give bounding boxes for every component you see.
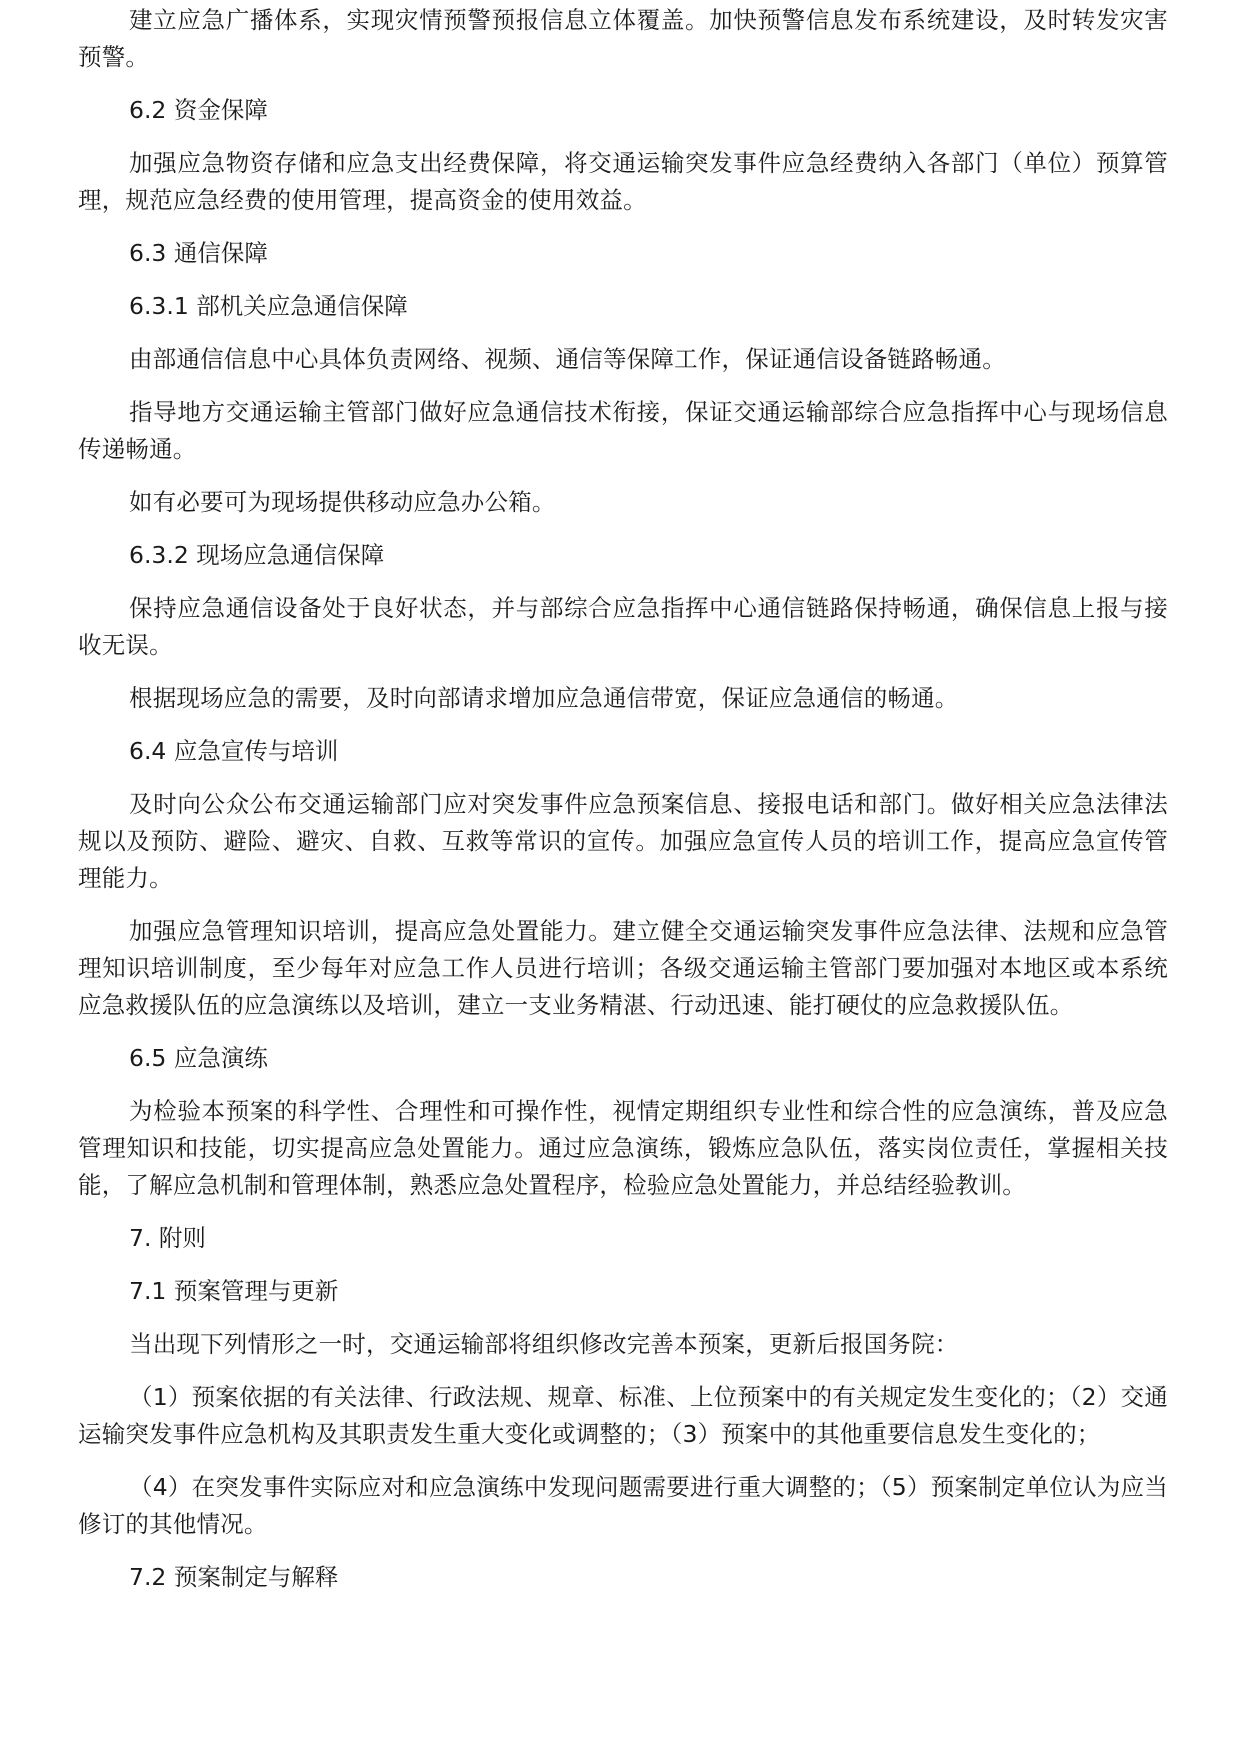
paragraph-funding: 加强应急物资存储和应急支出经费保障，将交通运输突发事件应急经费纳入各部门（单位）预算管理，规范应急经费的使用管理，提高资金的使用效益。 [78,149,1168,214]
heading-7: 7. 附则 [129,1224,206,1252]
heading-7-2: 7.2 预案制定与解释 [129,1563,339,1591]
heading-7-1: 7.1 预案管理与更新 [129,1277,339,1305]
paragraph-revision-intro: 当出现下列情形之一时，交通运输部将组织修改完善本预案，更新后报国务院： [129,1330,959,1358]
heading-6-5: 6.5 应急演练 [129,1044,268,1072]
paragraph-emergency-broadcast: 建立应急广播体系，实现灾情预警预报信息立体覆盖。加快预警信息发布系统建设，及时转发灾害预警。 [78,6,1168,71]
paragraph-mobile-office: 如有必要可为现场提供移动应急办公箱。 [129,488,556,516]
paragraph-network-support: 由部通信信息中心具体负责网络、视频、通信等保障工作，保证通信设备链路畅通。 [129,345,1006,373]
paragraph-revision-cases-1-3: （1）预案依据的有关法律、行政法规、规章、标准、上位预案中的有关规定发生变化的；（2）交通运输突发事件应急机构及其职责发生重大变化或调整的；（3）预案中的其他重要信息发生变化的； [78,1383,1168,1448]
paragraph-device-status: 保持应急通信设备处于良好状态，并与部综合应急指挥中心通信链路保持畅通，确保信息上报与接收无误。 [78,594,1168,659]
heading-6-2: 6.2 资金保障 [129,96,268,124]
paragraph-drills: 为检验本预案的科学性、合理性和可操作性，视情定期组织专业性和综合性的应急演练，普及应急管理知识和技能，切实提高应急处置能力。通过应急演练，锻炼应急队伍，落实岗位责任，掌握相关技能，了解应急机制和管理体制，熟悉应急处置程序，检验应急处置能力，并总结经验教训。 [78,1097,1168,1199]
heading-6-4: 6.4 应急宣传与培训 [129,737,339,765]
paragraph-training: 加强应急管理知识培训，提高应急处置能力。建立健全交通运输突发事件应急法律、法规和应急管理知识培训制度，至少每年对应急工作人员进行培训；各级交通运输主管部门要加强对本地区或本系统应急救援队伍的应急演练以及培训，建立一支业务精湛、行动迅速、能打硬仗的应急救援队伍。 [78,917,1168,1019]
document-page [78,0,1168,1612]
heading-6-3-1: 6.3.1 部机关应急通信保障 [129,292,408,320]
heading-6-3: 6.3 通信保障 [129,239,268,267]
paragraph-public-info: 及时向公众公布交通运输部门应对突发事件应急预案信息、接报电话和部门。做好相关应急法律法规以及预防、避险、避灾、自救、互救等常识的宣传。加强应急宣传人员的培训工作，提高应急宣传管理能力。 [78,790,1168,892]
paragraph-bandwidth: 根据现场应急的需要，及时向部请求增加应急通信带宽，保证应急通信的畅通。 [129,684,959,712]
paragraph-revision-cases-4-5: （4）在突发事件实际应对和应急演练中发现问题需要进行重大调整的；（5）预案制定单位认为应当修订的其他情况。 [78,1473,1168,1538]
heading-6-3-2: 6.3.2 现场应急通信保障 [129,541,385,569]
paragraph-technical-link: 指导地方交通运输主管部门做好应急通信技术衔接，保证交通运输部综合应急指挥中心与现场信息传递畅通。 [78,398,1168,463]
